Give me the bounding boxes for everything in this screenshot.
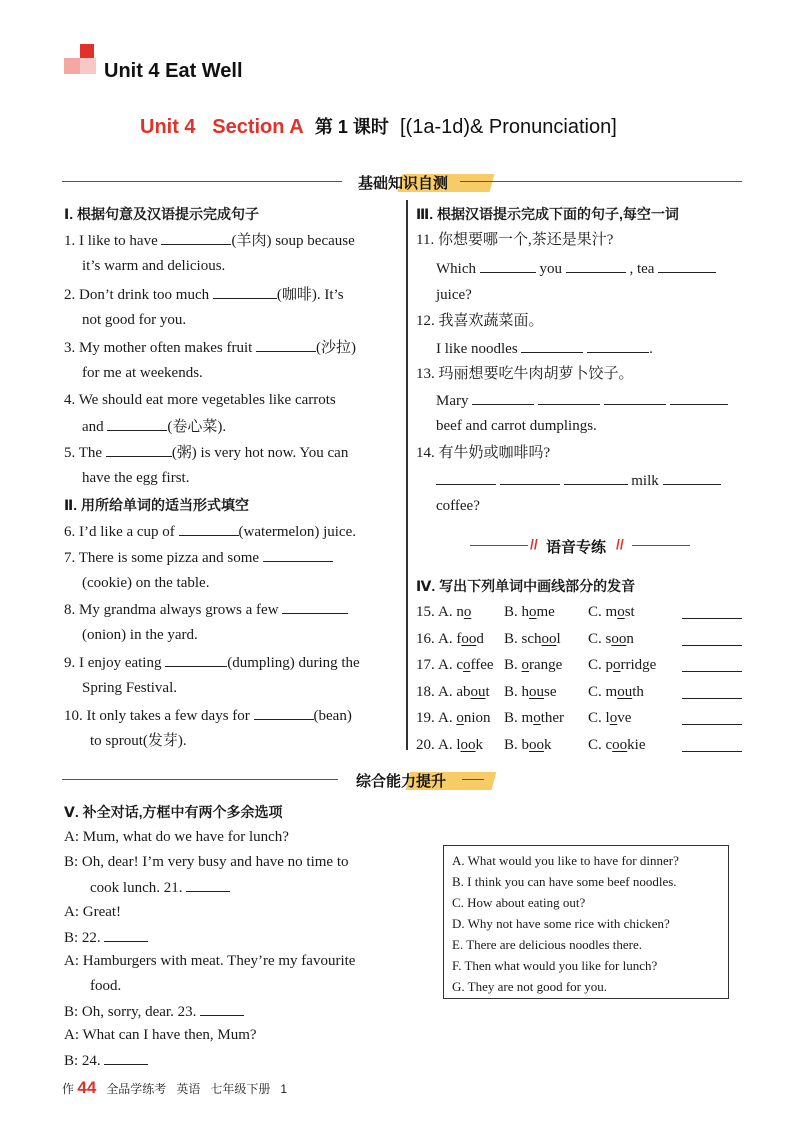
- q6-line: [64, 521, 356, 542]
- q22-blank[interactable]: [104, 927, 148, 942]
- dialog-line-4: [64, 927, 148, 948]
- dialog-line-7: A: What can I have then, Mum?: [64, 1027, 257, 1043]
- q12-answer-line: [436, 338, 653, 359]
- q11-blank-2[interactable]: [566, 258, 626, 273]
- q11-blank-3[interactable]: [658, 258, 716, 273]
- option-d: D. Why not have some rice with chicken?: [452, 916, 670, 931]
- q9-text: 9. I enjoy eating: [64, 655, 162, 671]
- q14-milk: milk: [631, 473, 659, 489]
- q23-blank[interactable]: [200, 1001, 244, 1016]
- q24-blank[interactable]: [104, 1050, 148, 1065]
- q10-hint: (bean): [313, 708, 352, 724]
- dialog-line-2b: [90, 877, 230, 898]
- q4-line1: 4. We should eat more vegetables like carrots: [64, 392, 336, 408]
- page-footer: [62, 1078, 287, 1098]
- q3-line2: for me at weekends.: [82, 365, 203, 381]
- part5-heading: Ⅴ. 补全对话,方框中有两个多余选项: [64, 804, 283, 820]
- q1-line2: it’s warm and delicious.: [82, 258, 226, 274]
- phonics-option-a: A. look: [438, 736, 483, 753]
- q2-blank[interactable]: [213, 284, 277, 299]
- phonics-answer-blank[interactable]: [682, 737, 742, 752]
- q3-text: 3. My mother often makes fruit: [64, 340, 253, 356]
- option-f: F. Then what would you like for lunch?: [452, 958, 658, 973]
- q5-line2: have the egg first.: [82, 470, 190, 486]
- q12-blank-2[interactable]: [587, 338, 649, 353]
- q8-line1: [64, 599, 348, 620]
- q11-which: Which: [436, 261, 476, 277]
- q4-line2: [82, 416, 226, 437]
- banner-basic: [62, 170, 742, 194]
- q3-hint: (沙拉): [316, 340, 357, 356]
- q21-label: cook lunch. 21.: [90, 880, 183, 896]
- q5-blank[interactable]: [106, 442, 172, 457]
- dialog-line-5a: A: Hamburgers with meat. They’re my favourite: [64, 953, 356, 969]
- footer-vol: 1: [280, 1082, 288, 1096]
- q14-blank-2[interactable]: [500, 470, 560, 485]
- banner-phonics-label: 语音专练: [546, 539, 607, 556]
- q14-blank-3[interactable]: [564, 470, 628, 485]
- q13-blank-2[interactable]: [538, 390, 600, 405]
- q11-you: you: [539, 261, 562, 277]
- q5-hint: (粥) is very hot now. You can: [171, 445, 349, 461]
- q2-line2: not good for you.: [82, 312, 187, 328]
- q3-line1: [64, 337, 356, 358]
- q11-prompt: 11. 你想要哪一个,茶还是果汁?: [416, 232, 614, 248]
- option-g: G. They are not good for you.: [452, 979, 608, 994]
- q8-text: 8. My grandma always grows a few: [64, 602, 279, 618]
- q2-line1: [64, 284, 344, 305]
- q13-prompt: 13. 玛丽想要吃牛肉胡萝卜饺子。: [416, 366, 634, 382]
- option-a: A. What would you like to have for dinner?: [452, 853, 679, 868]
- q21-blank[interactable]: [186, 877, 230, 892]
- q12-blank-1[interactable]: [521, 338, 583, 353]
- q23-label: B: Oh, sorry, dear. 23.: [64, 1004, 197, 1020]
- q10-text: 10. It only takes a few days for: [64, 708, 250, 724]
- phonics-option-b: B. orange: [504, 657, 563, 673]
- lesson-scope: [(1a-1d)& Pronunciation]: [400, 116, 617, 138]
- phonics-option-c: C. love: [588, 710, 632, 726]
- footer-book: 全品学练考: [106, 1082, 167, 1096]
- q14-coffee: coffee?: [436, 498, 480, 514]
- phonics-option-a: A. coffee: [438, 657, 494, 673]
- q14-answer-line: [436, 470, 721, 491]
- banner-phonics-slash-left: //: [530, 536, 538, 552]
- banner-phonics-slash-right: //: [616, 536, 624, 552]
- q1-line1: [64, 230, 355, 251]
- q13-mary: Mary: [436, 393, 469, 409]
- dialog-line-2a: B: Oh, dear! I’m very busy and have no time to: [64, 854, 349, 870]
- lesson-unit: Unit 4: [140, 116, 196, 138]
- q12-text: I like noodles: [436, 341, 518, 357]
- banner-comprehensive: [62, 768, 742, 792]
- dialog-line-3: A: Great!: [64, 904, 122, 920]
- phonics-number: 15.: [416, 604, 435, 620]
- q3-blank[interactable]: [256, 337, 316, 352]
- phonics-option-b: B. school: [504, 630, 561, 647]
- lesson-period: 第 1 课时: [314, 117, 389, 137]
- q9-line2: Spring Festival.: [82, 680, 178, 696]
- q7-blank[interactable]: [263, 547, 333, 562]
- footer-zuo: 作: [62, 1082, 75, 1096]
- q8-blank[interactable]: [282, 599, 348, 614]
- q1-hint: (羊肉) soup because: [231, 233, 355, 249]
- part4-heading: Ⅳ. 写出下列单词中画线部分的发音: [416, 578, 636, 594]
- logo-mark: [64, 44, 104, 84]
- q11-answer-line: [436, 258, 716, 279]
- option-c: C. How about eating out?: [452, 895, 586, 910]
- q6-text: 6. I’d like a cup of: [64, 524, 175, 540]
- q13-blank-4[interactable]: [670, 390, 728, 405]
- phonics-option-b: B. home: [504, 604, 555, 620]
- q7-line1: [64, 547, 333, 568]
- q11-tea: , tea: [629, 261, 655, 277]
- lesson-title: [140, 113, 617, 139]
- q2-hint: (咖啡). It’s: [276, 287, 344, 303]
- phonics-answer-blank[interactable]: [682, 631, 742, 646]
- phonics-option-a: A. no: [438, 604, 472, 620]
- phonics-answer-blank[interactable]: [682, 604, 742, 619]
- q14-prompt: 14. 有牛奶或咖啡吗?: [416, 445, 551, 461]
- page-number: 44: [77, 1078, 97, 1097]
- phonics-answer-blank[interactable]: [682, 684, 742, 699]
- q11-juice: juice?: [436, 287, 472, 303]
- footer-grade: 七年级下册: [210, 1082, 271, 1096]
- q13-line2: beef and carrot dumplings.: [436, 418, 597, 434]
- option-b: B. I think you can have some beef noodles.: [452, 874, 677, 889]
- dialog-line-6: [64, 1001, 244, 1022]
- q13-blank-3[interactable]: [604, 390, 666, 405]
- column-divider: [406, 200, 408, 750]
- q9-blank[interactable]: [165, 652, 227, 667]
- part3-heading: Ⅲ. 根据汉语提示完成下面的句子,每空一词: [416, 206, 679, 222]
- phonics-option-b: B. mother: [504, 710, 565, 726]
- q10-line2: to sprout(发芽).: [90, 733, 187, 749]
- q10-blank[interactable]: [254, 705, 314, 720]
- unit-header-title: Unit 4 Eat Well: [104, 60, 243, 82]
- q7-line2: (cookie) on the table.: [82, 575, 210, 591]
- phonics-option-c: C. cookie: [588, 736, 646, 753]
- phonics-option-b: B. house: [504, 683, 557, 700]
- phonics-answer-blank[interactable]: [682, 710, 742, 725]
- banner-phonics: [470, 534, 700, 558]
- q12-dot: .: [649, 341, 653, 357]
- q7-text: 7. There is some pizza and some: [64, 550, 260, 566]
- q1-blank[interactable]: [161, 230, 231, 245]
- q14-blank-4[interactable]: [663, 470, 721, 485]
- dialog-line-5b: food.: [90, 978, 122, 994]
- part1-heading: Ⅰ. 根据句意及汉语提示完成句子: [64, 206, 259, 222]
- phonics-number: 19.: [416, 710, 435, 726]
- q4-hint: (卷心菜).: [167, 419, 227, 435]
- q6-blank[interactable]: [179, 521, 239, 536]
- q14-blank-1[interactable]: [436, 470, 496, 485]
- q1-text: 1. I like to have: [64, 233, 158, 249]
- banner-comprehensive-label: 综合能力提升: [356, 773, 447, 790]
- q11-blank-1[interactable]: [480, 258, 536, 273]
- q6-hint: (watermelon) juice.: [238, 524, 356, 540]
- phonics-option-c: C. mouth: [588, 683, 644, 700]
- q2-text: 2. Don’t drink too much: [64, 287, 210, 303]
- q4-blank[interactable]: [107, 416, 167, 431]
- phonics-number: 18.: [416, 683, 435, 700]
- phonics-number: 17.: [416, 657, 435, 673]
- phonics-answer-blank[interactable]: [682, 657, 742, 672]
- phonics-option-c: C. most: [588, 604, 635, 620]
- footer-subject: 英语: [176, 1082, 201, 1096]
- q24-label: B: 24.: [64, 1053, 101, 1069]
- banner-basic-label: 基础知识自测: [358, 175, 449, 192]
- phonics-option-b: B. book: [504, 736, 552, 753]
- q22-label: B: 22.: [64, 930, 101, 946]
- q9-hint: (dumpling) during the: [227, 655, 360, 671]
- options-box: [443, 845, 729, 999]
- phonics-number: 20.: [416, 736, 435, 753]
- q13-answer-line: [436, 390, 728, 411]
- phonics-option-c: C. soon: [588, 630, 634, 647]
- option-e: E. There are delicious noodles there.: [452, 937, 642, 952]
- phonics-option-a: A. food: [438, 630, 484, 647]
- phonics-option-c: C. porridge: [588, 657, 657, 673]
- q9-line1: [64, 652, 360, 673]
- q4-and: and: [82, 419, 104, 435]
- lesson-section: Section A: [212, 116, 304, 138]
- phonics-option-a: A. about: [438, 683, 490, 700]
- q13-blank-1[interactable]: [472, 390, 534, 405]
- q5-text: 5. The: [64, 445, 103, 461]
- dialog-line-1: A: Mum, what do we have for lunch?: [64, 829, 289, 845]
- part2-heading: Ⅱ. 用所给单词的适当形式填空: [64, 497, 250, 513]
- q12-prompt: 12. 我喜欢蔬菜面。: [416, 313, 544, 329]
- q5-line1: [64, 442, 348, 463]
- phonics-option-a: A. onion: [438, 710, 491, 726]
- q10-line1: [64, 705, 352, 726]
- q8-line2: (onion) in the yard.: [82, 627, 198, 643]
- phonics-number: 16.: [416, 630, 435, 647]
- dialog-line-8: [64, 1050, 148, 1071]
